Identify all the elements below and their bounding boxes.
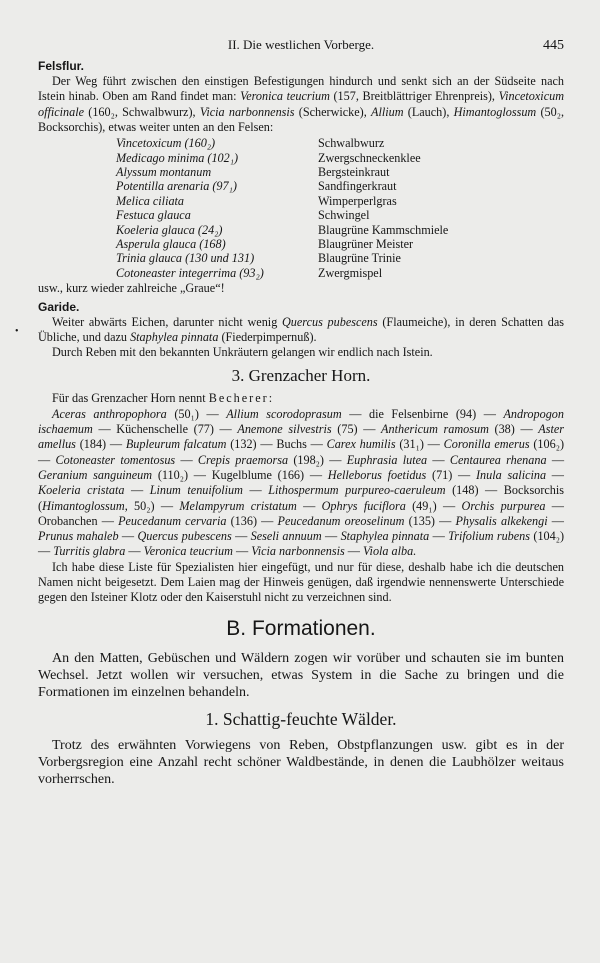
felsflur-paragraph: Der Weg führt zwischen den einstigen Befestigungen hindurch und senkt sich an der Südseite nach Istein hinab. Oben am Rand findet man: Veronica teucrium (157, Breitblättriger Ehrenpreis), Vincetoxicum officinale (160₂, Schwalbwurz), Vicia narbonnensis (Scherwicke), Allium (Lauch), Himantoglossum (50₂, Bocksorchis), etwas weiter unten an den Felsen: (38, 74, 565, 134)
plant-row: Festuca glauca Schwingel (116, 208, 370, 223)
garide-paragraph-1: Weiter abwärts Eichen, darunter nicht wenig Quercus pubescens (Flaumeiche), in deren Schatten das Übliche, und dazu Staphylea pinnata (Fiederpimpernuß). (38, 314, 564, 344)
grenzach-species-list: Aceras anthropophora (50₁) — Allium scorodoprasum — die Felsenbirne (94) — Andropogon ischaemum — Küchenschelle (77) — Anemone silvestris (75) — Anthericum ramosum (38) — Aster amellus (184) — Bupleurum falcatum (132) — Buchs — Carex humilis (31₁) — Coronilla emerus (106₂) — Cotoneaster tomentosus — Crepis praemorsa (198₂) — Euphrasia lutea — Centaurea rhenana — Geranium sanguineum (110₂) — Kugelblume (166) — Helleborus foetidus (71) — Inula salicina — Koeleria cristata — Linum tenuifolium — Lithospermum purpureo-caeruleum (148) — Bocksorchis (Himantoglossum, 50₂) — Melampyrum cristatum — Ophrys fuciflora (49₁) — Orchis purpurea — Orobanchen — Peucedanum cervaria (136) — Peucedanum oreoselinum (135) — Physalis alkekengi — Prunus mahaleb — Quercus pubescens — Seseli annuum — Staphylea pinnata — Trifolium rubens (104₂) — Turritis glabra — Veronica teucrium — Vicia narbonnensis — Viola alba. (38, 406, 565, 559)
felsflur-heading: Felsflur. (38, 59, 85, 73)
plant-row: Alyssum montanum Bergsteinkraut (116, 165, 390, 179)
grenzach-intro: Für das Grenzacher Horn nennt Becherer: (52, 391, 273, 406)
author-name: Becherer (208, 391, 269, 406)
plant-row: Vincetoxicum (160₂) Schwalbwurz (116, 136, 385, 151)
plant-row: Asperula glauca (168) Blaugrüner Meister (116, 237, 414, 252)
plant-row: Melica ciliata Wimperperlgras (116, 193, 397, 208)
running-head: II. Die westlichen Vorberge. (227, 37, 375, 52)
plant-row: Koeleria glauca (24₂) Blaugrüne Kammschmiele (116, 222, 449, 237)
section-waelder (38, 709, 564, 788)
plant-list (116, 136, 448, 280)
waelder-paragraph: Trotz des erwähnten Vorwiegens von Reben, Obstpflanzungen usw. gibt es in der Vorbergsregion eine Anzahl recht schöner Waldbestände, in denen die Laubhölzer weitaus vorherrschen. (38, 737, 564, 787)
formationen-paragraph: An den Matten, Gebüschen und Wäldern zogen wir vorüber und schauten sie im bunten Wechsel. Jetzt wollen wir versuchen, etwas System in die Sache zu bringen und die Formationen im einzelnen behandeln. (38, 650, 564, 700)
garide-heading: Garide. (38, 299, 80, 314)
section-garide (38, 300, 564, 361)
section-felsflur (38, 59, 564, 297)
felsflur-closing: usw., kurz wieder zahlreiche „Graue“! (38, 281, 225, 296)
grenzach-title: 3. Grenzacher Horn. (231, 366, 371, 386)
plant-row: Medicago minima (102₁) Zwergschneckenklee (116, 150, 421, 165)
section-grenzacher-horn (38, 366, 564, 605)
grenzach-note: Ich habe diese Liste für Spezialisten hier eingefügt, und nur für diese, deshalb habe ich die deutschen Namen nicht beigesetzt. Dem Laien mag der Hinweis genügen, daß irgendwie nennenswerte Unterschiede gegen den Isteiner Klotz oder den Kaiserstuhl nicht zu verzeichnen sind. (38, 559, 564, 605)
garide-paragraph-2: Durch Reben mit den bekannten Unkräutern gelangen wir endlich nach Istein. (52, 345, 433, 360)
plant-row: Trinia glauca (130 und 131) Blaugrüne Trinie (116, 251, 401, 266)
page-number: 445 (543, 38, 564, 53)
margin-bullet: • (15, 326, 19, 337)
section-formationen (38, 617, 564, 701)
plant-row: Potentilla arenaria (97₁) Sandfingerkraut (116, 179, 397, 194)
plant-row: Cotoneaster integerrima (93₂) Zwergmispel (116, 265, 383, 280)
page-header (38, 34, 564, 56)
waelder-title: 1. Schattig-feuchte Wälder. (205, 708, 397, 729)
formationen-title: B. Formationen. (226, 616, 376, 640)
